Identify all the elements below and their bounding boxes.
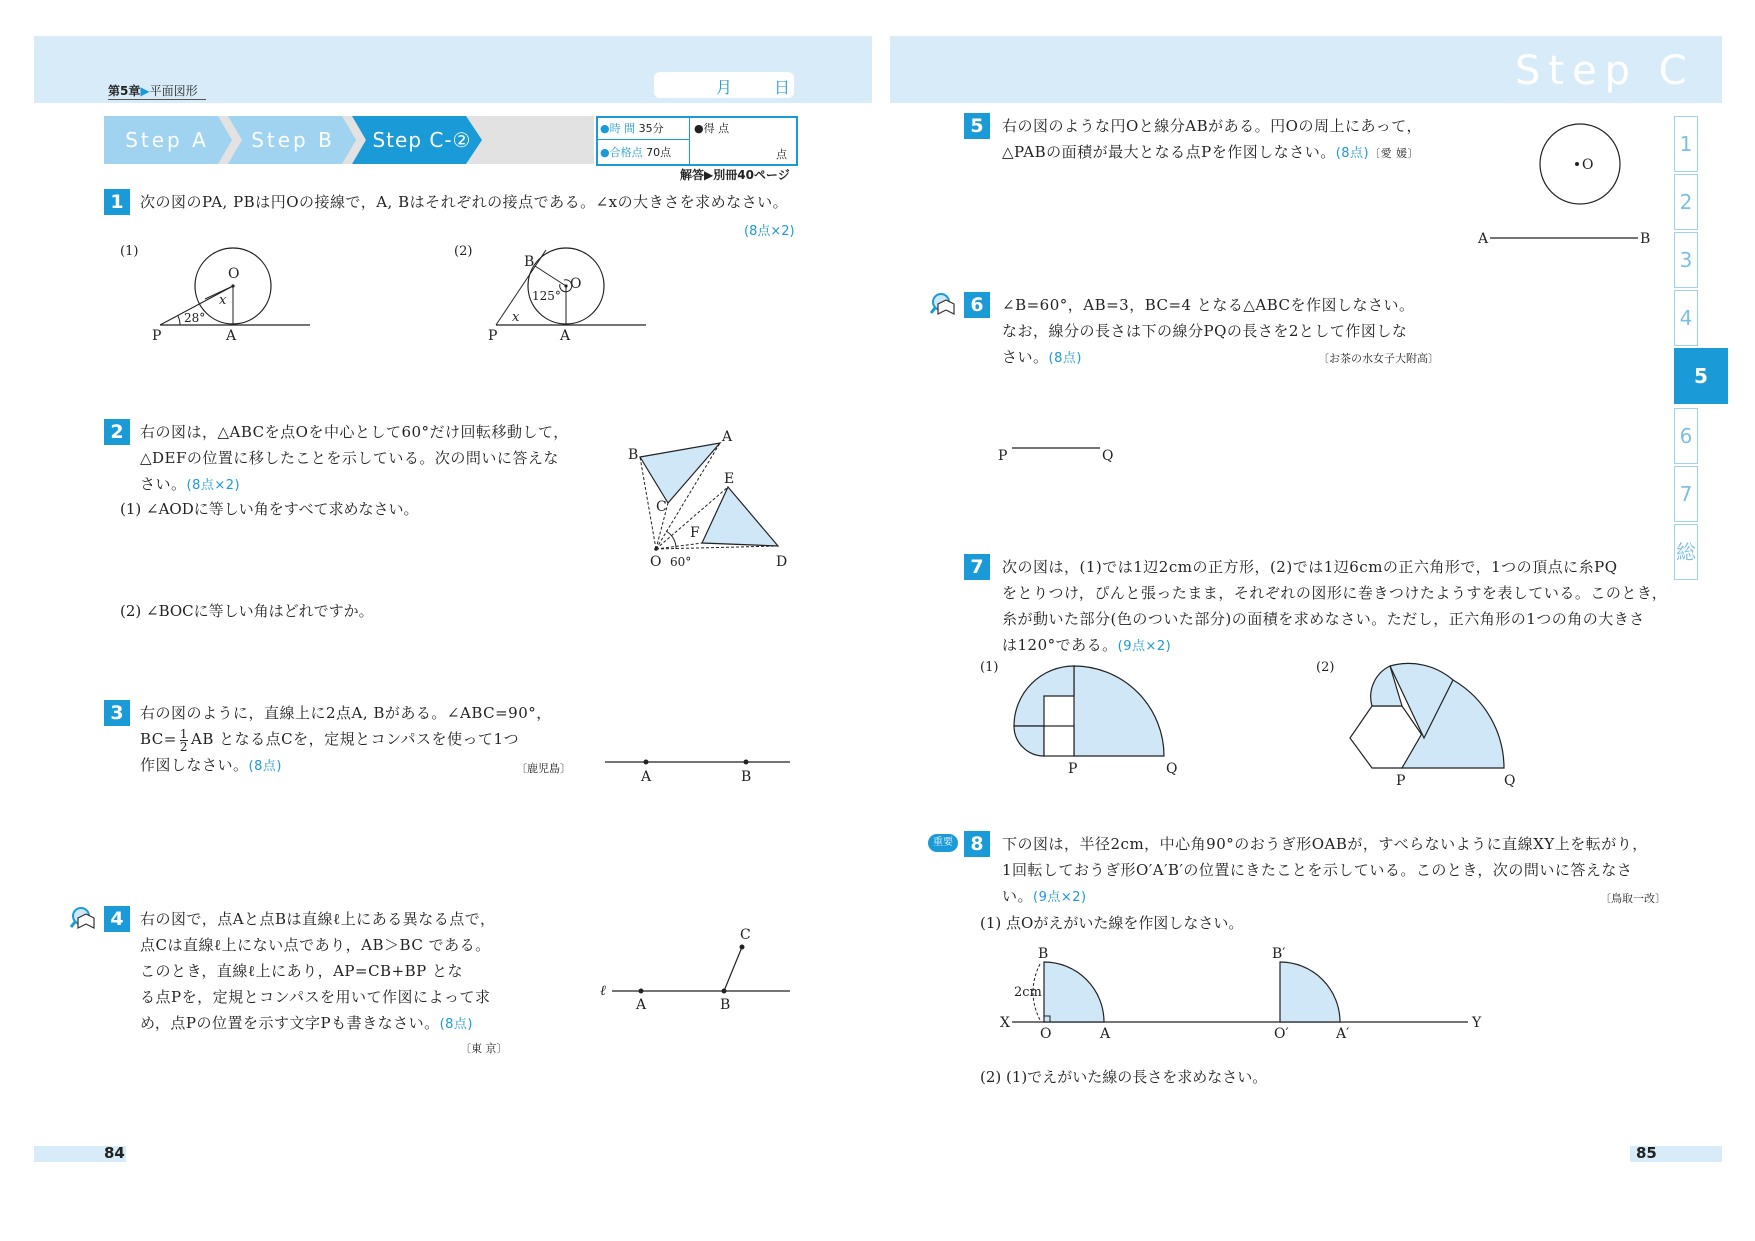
q4-figure (600, 925, 800, 1013)
pass-label: ●合格点 (600, 146, 643, 159)
points-label: (8点×2) (186, 478, 241, 493)
question-text: △DEFの位置に移したことを示している。次の問いに答えな (140, 449, 559, 467)
fig-label: E (724, 471, 735, 487)
question-text-tail: 作図しなさい。 (140, 756, 249, 774)
points-label: (8点) (248, 759, 282, 774)
magnifier-book-icon (930, 292, 960, 318)
chapter-tab-review[interactable]: 総 (1674, 524, 1698, 580)
answer-reference: 解答▶別冊40ページ (680, 168, 790, 182)
question-text (1002, 883, 1087, 911)
question-number: 4 (104, 906, 130, 932)
chapter-tab-7[interactable]: 7 (1674, 466, 1698, 522)
sub-label: (2) (454, 244, 473, 259)
question-text: ∠B=60°，AB=3，BC=4 となる△ABCを作図しなさい。 (1002, 296, 1415, 314)
question-text (1002, 344, 1082, 372)
question-text: 右の図のような円Oと線分ABがある。円Oの周上にあって， (1002, 117, 1423, 135)
question-number: 2 (104, 419, 130, 445)
points-label: (9点×2) (1033, 890, 1087, 905)
fig-label: A (722, 429, 733, 445)
tab-step-a[interactable]: Step A (125, 128, 209, 152)
q3-figure (600, 750, 800, 790)
page-number-left: 84 (104, 1144, 125, 1162)
q7-figure-2 (1340, 664, 1540, 794)
question-text-tail: は120°である。 (1002, 636, 1118, 654)
page-number-right: 85 (1636, 1144, 1657, 1162)
question-text: 糸が動いた部分(色のついた部分)の面積を求めなさい。ただし，正六角形の1つの角の大きさ (1002, 610, 1645, 628)
time-value: 35分 (638, 122, 664, 135)
question-text (140, 726, 519, 753)
fig-label: O (228, 266, 240, 282)
question-number: 6 (964, 292, 990, 318)
sub-question: (2) (1)でえがいた線の長さを求めなさい。 (980, 1068, 1268, 1086)
points-label: (8点×2) (744, 224, 795, 239)
sub-question: (1) ∠AODに等しい角をすべて求めなさい。 (120, 500, 419, 518)
question-number: 5 (964, 113, 990, 139)
question-text-tail: め，点Pの位置を示す文字Pも書きなさい。 (140, 1014, 440, 1032)
fig-label: O (650, 554, 662, 570)
source-label: 〔鹿児島〕 (516, 762, 571, 775)
fig-label: B (720, 997, 731, 1013)
fig-label: Q (1102, 448, 1114, 464)
question-text: 下の図は，半径2cm，中心角90°のおうぎ形OABが，すべらないように直線XY上を転がり， (1002, 835, 1648, 853)
sub-label: (1) (980, 660, 999, 675)
source-label: 〔東 京〕 (460, 1042, 508, 1055)
fig-label: B (741, 769, 752, 785)
month-label: 月 (716, 78, 733, 97)
pass-row (600, 144, 671, 160)
fig-label: Q (1504, 773, 1516, 789)
fig-label: F (690, 525, 700, 541)
question-text: このとき，直線ℓ上にあり，AP=CB+BP とな (140, 962, 464, 980)
chapter-tab-2[interactable]: 2 (1674, 174, 1698, 230)
q1-figure-1 (140, 240, 340, 350)
question-text: 1回転しておうぎ形O′A′B′の位置にきたことを示している。このとき，次の問いに答えなさ (1002, 861, 1633, 879)
sub-label: (2) (1316, 660, 1335, 675)
fig-label: A′ (1336, 1026, 1350, 1042)
chapter-number: 第5章 (108, 84, 141, 98)
question-text (140, 1010, 473, 1038)
fig-label: A (1478, 231, 1489, 247)
time-label: ●時 間 (600, 122, 636, 135)
fig-label: O (1040, 1026, 1052, 1042)
sub-question: (2) ∠BOCに等しい角はどれですか。 (120, 602, 374, 620)
question-text-tail: △PABの面積が最大となる点Pを作図しなさい。 (1002, 143, 1336, 161)
sub-question: (1) 点Oがえがいた線を作図しなさい。 (980, 914, 1244, 932)
fig-label: 2cm (1014, 985, 1042, 1000)
fig-label: x (512, 310, 520, 325)
question-text-tail: さい。 (1002, 348, 1049, 366)
fig-label: A (560, 328, 571, 344)
question-number: 1 (104, 189, 130, 215)
question-text: 点Cは直線ℓ上にない点であり，AB＞BC である。 (140, 936, 491, 954)
fig-label: B′ (1272, 946, 1286, 962)
fraction-denominator: 2 (179, 739, 188, 754)
formula-lhs: BC= (140, 730, 177, 748)
points-label: (8点) (1335, 146, 1370, 161)
fig-label: O (1582, 157, 1594, 173)
q5-figure (1470, 120, 1670, 250)
fig-label: B (1640, 231, 1651, 247)
chapter-tab-3[interactable]: 3 (1674, 232, 1698, 288)
source-label: 〔愛 媛〕 (1369, 147, 1420, 160)
question-text: 右の図のように，直線上に2点A, Bがある。∠ABC=90°， (140, 704, 552, 722)
fraction (180, 728, 188, 753)
source-label: 〔鳥取一改〕 (1600, 892, 1666, 905)
fig-label: P (1068, 761, 1078, 777)
fig-label: D (776, 554, 788, 570)
question-text: 次の図のPA, PBは円Oの接線で，A, Bはそれぞれの接点である。∠xの大きさを求めなさい。 (140, 193, 789, 211)
header-watermark: Step C (1515, 48, 1695, 94)
fig-label: C (656, 499, 667, 515)
time-row (600, 120, 664, 136)
fig-label: ℓ (600, 983, 606, 999)
question-text: 次の図は，(1)では1辺2cmの正方形，(2)では1辺6cmの正六角形で，1つの頂点に糸PQ (1002, 558, 1618, 576)
fig-label: O′ (1274, 1026, 1289, 1042)
day-label: 日 (774, 78, 791, 97)
formula-rhs: AB となる点Cを，定規とコンパスを使って1つ (191, 730, 520, 748)
important-badge: 重要 (928, 834, 958, 852)
q6-figure (998, 440, 1118, 470)
question-text (140, 471, 240, 499)
question-text-tail: い。 (1002, 887, 1034, 905)
fig-label: A (1100, 1026, 1111, 1042)
fig-label: P (1396, 773, 1406, 789)
points-label: (9点×2) (1117, 639, 1172, 654)
fig-label: X (1000, 1015, 1010, 1031)
fig-label: x (219, 293, 227, 308)
question-text: る点Pを，定規とコンパスを用いて作図によって求 (140, 988, 491, 1006)
sub-label: (1) (120, 244, 139, 259)
fig-label: P (998, 448, 1008, 464)
q1-figure-2 (476, 240, 676, 350)
points-label: (8点) (1048, 351, 1082, 366)
fig-label: A (636, 997, 647, 1013)
fig-label: P (152, 328, 162, 344)
chapter-tab-5[interactable]: 5 (1674, 348, 1728, 404)
fig-label: C (740, 927, 751, 943)
question-text (1002, 139, 1419, 167)
fig-label: B (628, 447, 639, 463)
score-label: ●得 点 (694, 122, 730, 135)
chapter-tab-6[interactable]: 6 (1674, 408, 1698, 464)
chapter-tab-4[interactable]: 4 (1674, 290, 1698, 346)
question-text: なお，線分の長さは下の線分PQの長さを2として作図しな (1002, 322, 1408, 340)
chapter-label: 第5章▶平面図形 (108, 82, 206, 100)
fig-label: B (524, 254, 535, 270)
question-text: 右の図で，点Aと点Bは直線ℓ上にある異なる点で， (140, 910, 496, 928)
tab-step-c2[interactable]: Step C-② (372, 128, 472, 152)
fig-label: 60° (670, 555, 692, 569)
source-label: 〔お茶の水女子大附高〕 (1318, 352, 1439, 365)
q2-figure (620, 425, 800, 575)
fraction-numerator: 1 (179, 726, 188, 741)
question-number: 8 (964, 831, 990, 857)
fig-label: B (1038, 946, 1049, 962)
q8-figure (996, 940, 1496, 1040)
question-text (140, 752, 282, 780)
fig-label: Q (1166, 761, 1178, 777)
question-number: 7 (964, 554, 990, 580)
question-number: 3 (104, 700, 130, 726)
question-text: 右の図は，△ABCを点Oを中心として60°だけ回転移動して， (140, 423, 569, 441)
fig-label: Y (1472, 1015, 1482, 1031)
fig-label: O (570, 276, 582, 292)
magnifier-book-icon (70, 906, 100, 932)
question-text: をとりつけ，ぴんと張ったまま，それぞれの図形に巻きつけたようすを表している。このとき， (1002, 584, 1668, 602)
fig-label: P (488, 328, 498, 344)
tab-step-b[interactable]: Step B (251, 128, 335, 152)
question-text (1002, 632, 1171, 660)
fig-label: 125° (532, 289, 561, 303)
fig-label: 28° (184, 311, 206, 325)
fig-label: A (641, 769, 652, 785)
pass-value: 70点 (646, 146, 672, 159)
points-label: (8点) (439, 1017, 474, 1032)
chapter-title: 平面図形 (149, 84, 198, 98)
question-text-tail: さい。 (140, 475, 187, 493)
q7-figure-1 (1008, 664, 1208, 784)
fig-label: A (226, 328, 237, 344)
chapter-tab-1[interactable]: 1 (1674, 116, 1698, 172)
score-unit: 点 (776, 148, 787, 161)
